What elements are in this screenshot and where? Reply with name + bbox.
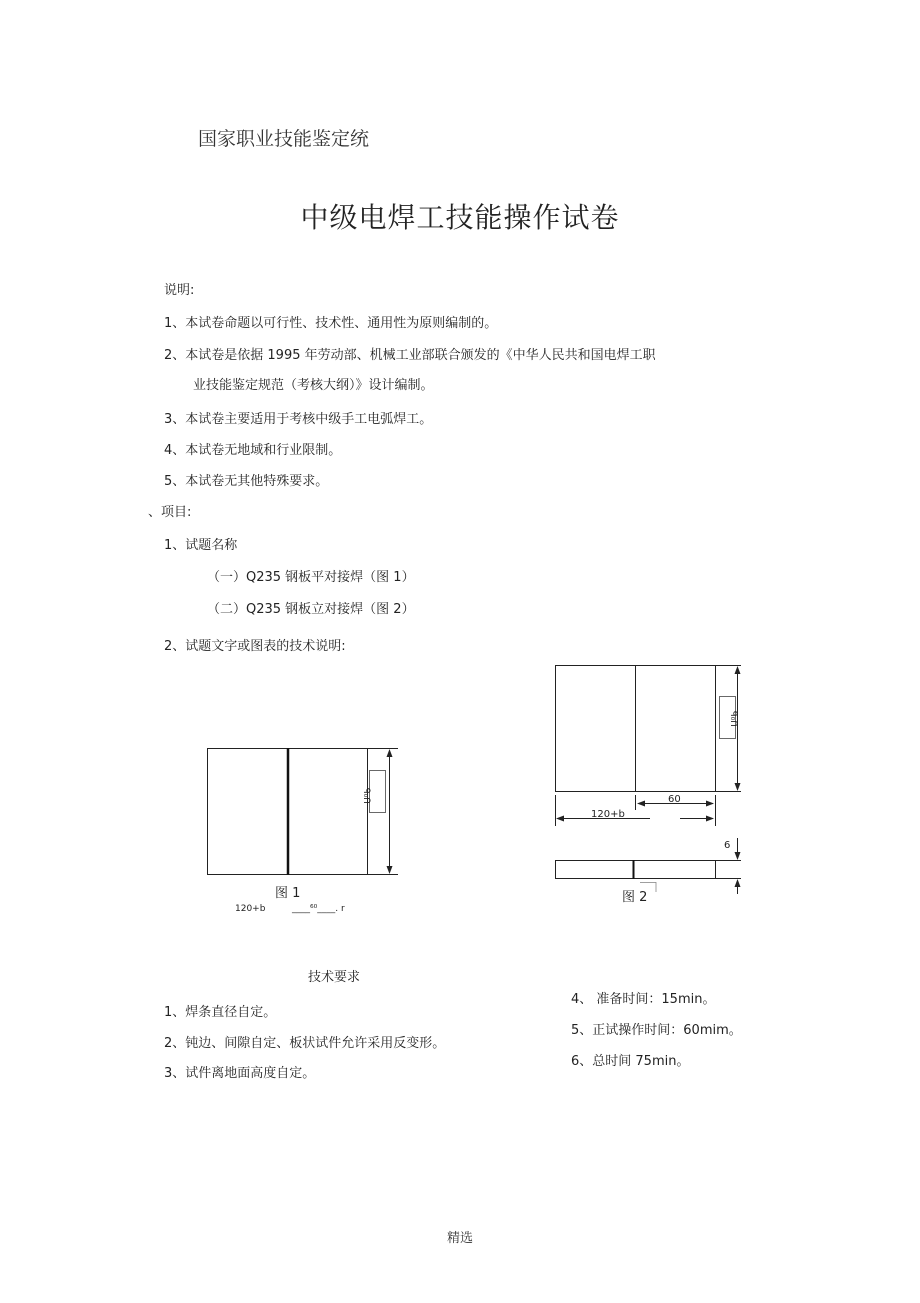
figure-2-dim-width: 120+b	[591, 809, 625, 820]
notes-item: 4、本试卷无地域和行业限制。	[164, 443, 342, 458]
tech-item: 3、试件离地面高度自定。	[164, 1066, 316, 1081]
tech-heading: 技术要求	[308, 970, 361, 985]
notes-item: 1、本试卷命题以可行性、技术性、通用性为原则编制的。	[164, 316, 498, 331]
document-header: 国家职业技能鉴定统	[198, 128, 370, 150]
document-title: 中级电焊工技能操作试卷	[300, 201, 620, 234]
figure-2-dim-60: 60	[668, 794, 681, 805]
tech-item: 1、焊条直径自定。	[164, 1005, 277, 1020]
figure-2-dim-vertical: ᑫ₀ᑎ	[728, 711, 738, 727]
tech-item: 2、钝边、间隙自定、板状试件允许采用反变形。	[164, 1036, 446, 1051]
tech-item: 5、正试操作时间：60mim。	[571, 1023, 742, 1038]
page-footer: 精选	[446, 1231, 473, 1246]
figure-1-dim-60: ____⁶⁰____. r	[292, 904, 345, 914]
notes-item: 3、本试卷主要适用于考核中级手工电弧焊工。	[164, 412, 433, 427]
tech-item: 4、 准备时间：15min。	[571, 992, 716, 1007]
project-item-2: 2、试题文字或图表的技术说明:	[164, 639, 346, 654]
notes-item: 业技能鉴定规范（考核大纲）》设计编制。	[193, 378, 434, 393]
figure-2-section	[556, 861, 716, 879]
notes-item: 2、本试卷是依据 1995 年劳动部、机械工业部联合颁发的《中华人民共和国电焊工职	[164, 348, 656, 363]
project-item-1: 1、试题名称	[164, 538, 238, 553]
figure-1-dim-width: 120+b	[235, 904, 266, 914]
project-sub-1: （一）Q235 钢板平对接焊（图 1）	[207, 570, 415, 585]
project-heading: 、项目:	[148, 505, 192, 520]
figure-2-caption: 图 2	[622, 890, 648, 905]
tech-item: 6、总时间 75min。	[571, 1054, 690, 1069]
project-sub-2: （二）Q235 钢板立对接焊（图 2）	[207, 602, 415, 617]
figure-2-dim-thickness: 6	[724, 840, 731, 851]
figure-1-dim-vertical: ᑫ₀ᑎ	[361, 788, 371, 804]
figure-1-caption: 图 1	[275, 886, 301, 901]
notes-heading: 说明:	[164, 283, 195, 298]
notes-item: 5、本试卷无其他特殊要求。	[164, 474, 329, 489]
